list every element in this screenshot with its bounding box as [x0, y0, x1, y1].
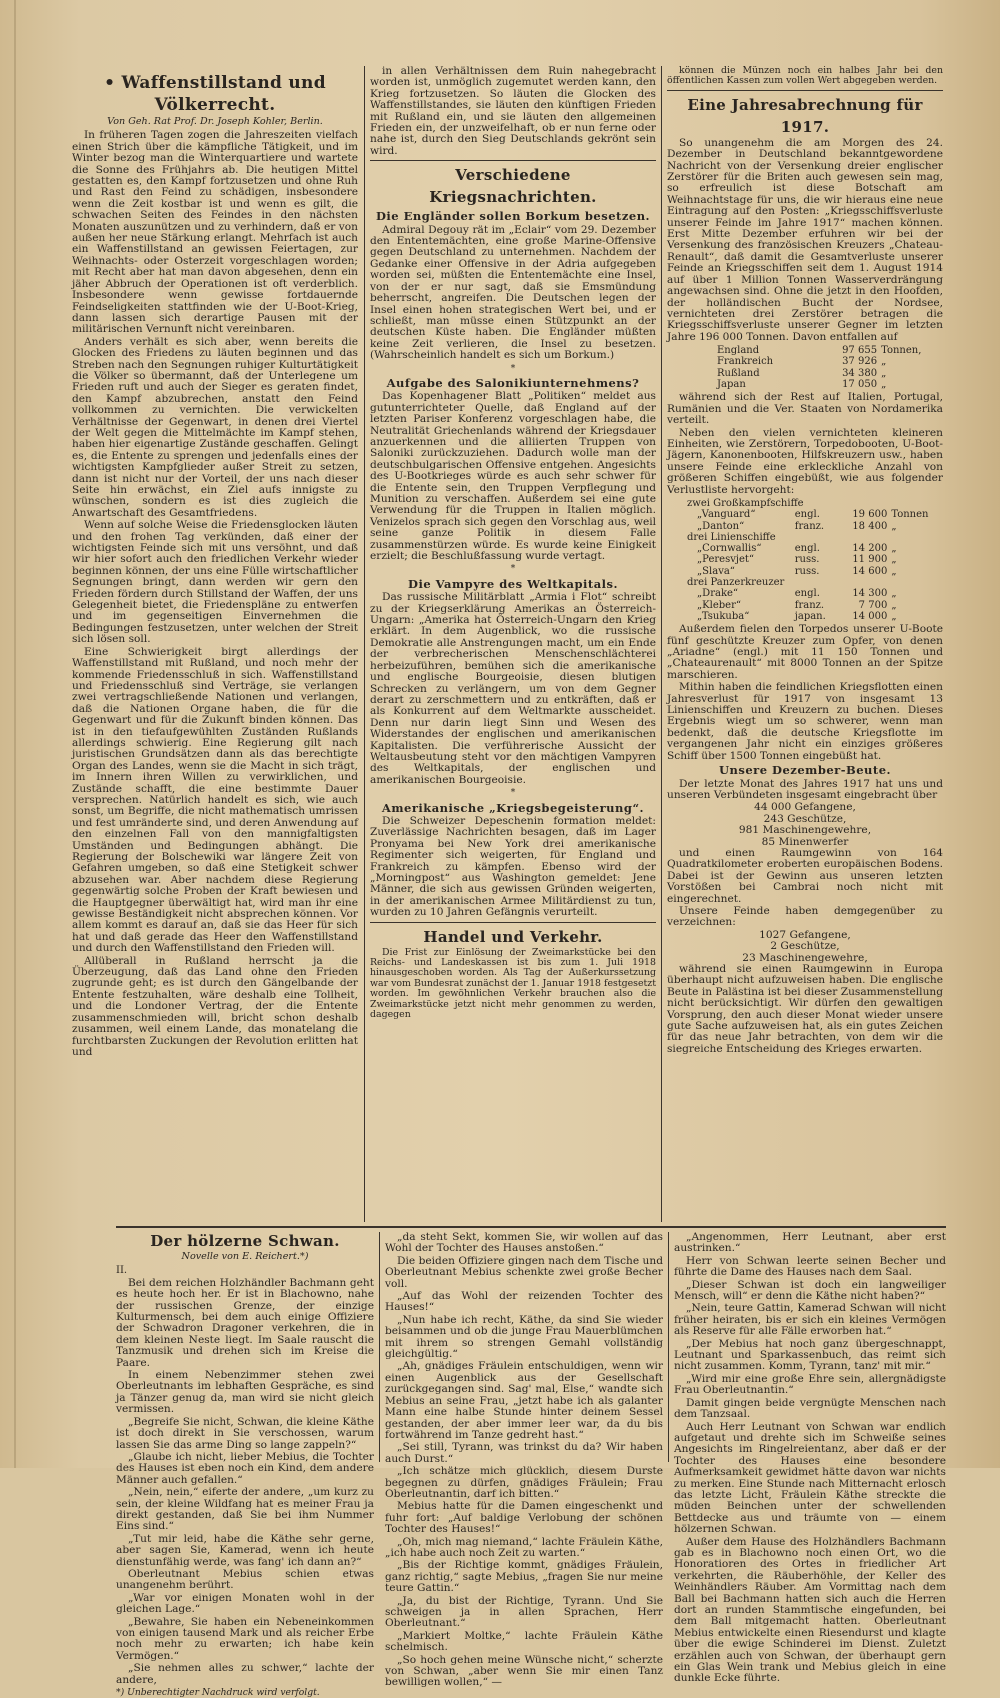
article-paragraph: In früheren Tagen zogen die Jahreszeiten vielfach einen Strich über die kämpfliche Tätigkeit, und im Winter bezog man die Winterquartiere und wartete die Sonne des Frühjahrs ab. Die heutigen Mittel gestatten es, den Kampf fortzusetzen und ohne Ruh und Rast den Feind zu schädigen, insbesondere wenn die Zeit kostbar ist und wenn es gilt, die schwachen Seiten des Feindes in den nächsten Monaten auszunützen und zu verhindern, daß er von außen her neue Stärkung erlangt. Mehrfach ist auch ein Waffenstillstand an gewissen Feiertagen, zur Weihnachts- oder Osterzeit vorgeschlagen worden; mit Recht aber hat man davon abgesehen, denn ein jäher Abbruch der Operationen ist oft verderblich. Insbesondere wenn gewisse fortdauernde Feindseligkeiten stattfinden wie der U-Boot-Krieg, dann lassen sich derartige Pausen mit der militärischen Vernunft nicht vereinbaren. — [72, 129, 358, 336]
novel-column-a — [116, 1232, 374, 1698]
table-row — [667, 611, 943, 622]
ship-tonnage-cell: 14 000 — [852, 610, 888, 622]
news-headline: Die Engländer sollen Borkum besetzen. — [375, 209, 651, 224]
column-rule — [661, 66, 662, 1222]
ship-nation-cell: russ. — [794, 565, 820, 577]
column-kriegsnachrichten — [370, 66, 656, 1222]
table-row — [667, 600, 943, 611]
table-row — [667, 356, 943, 367]
enemy-list-item: 1027 Gefangene, — [759, 928, 851, 941]
page-fold-shadow — [14, 0, 16, 1468]
novel-paragraph: Damit gingen beide vergnügte Menschen nach dem Tanzsaal. — [674, 1396, 946, 1421]
country-cell: Rußland — [717, 367, 760, 379]
novel-paragraph: „Wird mir eine große Ehre sein, allergnädigste Frau Oberleutnantin.“ — [674, 1372, 946, 1397]
ship-name-cell: „Peresvjet“ — [697, 554, 755, 566]
novel-paragraph: Mebius hatte für die Damen eingeschenkt und fuhr fort: „Auf baldige Verlobung der schönen Tochter des Hauses!“ — [385, 1500, 663, 1536]
booty-list-item: 44 000 Gefangene, — [754, 801, 856, 814]
novel-paragraph: Oberleutnant Mebius schien etwas unangenehm berührt. — [116, 1567, 374, 1592]
table-row — [667, 543, 943, 554]
column-jahresabrechnung — [667, 66, 943, 1222]
table-row — [667, 368, 943, 379]
novel-paragraph: In einem Nebenzimmer stehen zwei Oberleutnants im lebhaften Gespräche, es sind ja Tänzer genug da, man wird sie nicht gleich vermissen. — [116, 1369, 374, 1416]
column-waffenstillstand — [72, 72, 358, 1222]
novel-paragraph: „Ja, du bist der Richtige, Tyrann. Und Sie schweigen ja in allen Sprachen, Herr Oberleutnant.“ — [385, 1594, 663, 1630]
table-row — [667, 521, 943, 532]
footnote: *) Unberechtigter Nachdruck wird verfolgt. — [116, 1687, 320, 1698]
novel-paragraph: Außer dem Hause des Holzhändlers Bachmann gab es in Blachowno noch einen Ort, wo die Honoratioren des Ortes in friedlicher Art verkehrten, die Räuberhöhle, der Keller des Weinhändlers Räuber. Am Vormittag nach dem Ball bei Bachmann hatten sich auch die Herren dort an runden Stammtische eingefunden, bei dem Ball mitgemacht hatten. Oberleutnant Mebius entwickelte einen Riesendurst und klagte über die ewige Schinderei im Dienst. Zuletzt erzählen auch von Schwan, der überhaupt gern ein Glas Wein trank und Mebius gleich in eine dunkle Ecke führte. — [674, 1535, 946, 1685]
chapter-number: II. — [116, 1265, 128, 1277]
column-rule — [364, 66, 365, 1222]
ship-name-cell: „Slava“ — [697, 565, 735, 577]
ship-tonnage-cell: 11 900 — [852, 554, 888, 566]
separator-asterisk: * — [510, 788, 516, 799]
novel-paragraph: „Ich schätze mich glücklich, diesem Durste begegnen zu dürfen, gnädiges Fräulein; Frau Oberleutnantin, darf ich bitten.“ — [385, 1465, 663, 1500]
novel-paragraph: Die beiden Offiziere gingen nach dem Tische und Oberleutnant Mebius schenkte zwei große Becher voll. — [385, 1254, 663, 1290]
article-paragraph: während sich der Rest auf Italien, Portugal, Rumänien und die Ver. Staaten von Nordamerika verteilt. — [667, 391, 943, 427]
section-title-kriegsnachrichten: Verschiedene Kriegsnachrichten. — [429, 166, 597, 207]
table-row — [667, 577, 943, 588]
article-paragraph: Neben den vielen vernichteten kleineren Einheiten, wie Zerstörern, Torpedobooten, U-Boot-Jägern, Kanonenbooten, Hilfskreuzern usw., haben unsere Feinde eine erkleckliche Anzahl von größeren Schiffen eingebüßt, wie aus folgender Verlustliste hervorgeht: — [667, 426, 943, 496]
novel-paragraph: „Glaube ich nicht, lieber Mebius, die Tochter des Hauses ist eben noch ein Kind, dem andere Männer auch gefallen.“ — [116, 1450, 374, 1486]
article-paragraph: Allüberall in Rußland herrscht ja die Überzeugung, daß das Land ohne den Frieden zugrunde geht; es ist durch den Gängelbande der Entente festzuhalten, wäre deshalb eine Tollheit, und die Londoner Vertrag, der die Entente zusammenschmieden will, bricht schon deshalb zusammen, weil einem Lande, das monatelang die furchtbarsten Zuckungen der Revolution erlitten hat und — [72, 954, 358, 1058]
ship-name-cell: „Kleber“ — [697, 599, 741, 611]
unit-cell: „ — [891, 543, 897, 555]
news-text: Die Schweizer Depeschenin formation meldet: Zuverlässige Nachrichten besagen, daß im Lager Pronyama bei New York drei amerikanische Regimenter sich weigerten, für England und Frankreich zu kämpfen. Ebenso wird der „Morningpost“ aus Washington gemeldet: Jene Männer, die sich aus gewissen Gründen weigerten, in der amerikanischen Armee Militärdienst zu tun, wurden zu 10 Jahren Gefängnis verurteilt. — [370, 814, 656, 919]
novel-paragraph: „Angenommen, Herr Leutnant, aber erst austrinken.“ — [674, 1231, 946, 1255]
article-byline: Von Geh. Rat Prof. Dr. Joseph Kohler, Berlin. — [107, 116, 323, 127]
table-row — [667, 532, 943, 543]
table-row — [667, 588, 943, 599]
ship-nation-cell: engl. — [794, 588, 820, 600]
novel-paragraph: „Auf das Wohl der reizenden Tochter des Hauses!“ — [385, 1290, 663, 1314]
tonnage-table — [667, 345, 943, 390]
novel-paragraph: „So hoch gehen meine Wünsche nicht,“ scherzte von Schwan, „aber wenn Sie mir einen Tanz bewilligen wollen,“ — — [385, 1653, 663, 1689]
novel-paragraph: „War vor einigen Monaten wohl in der gleichen Lage.“ — [116, 1591, 374, 1616]
novel-column-b — [385, 1231, 663, 1689]
novel-paragraph: „Nein, nein,“ eiferte der andere, „um kurz zu sein, der kleine Wildfang hat es meiner Frau ja direkt gestanden, daß Sie bei ihm Nummer Eins sind.“ — [116, 1486, 374, 1533]
ship-nation-cell: japan. — [794, 610, 826, 622]
ship-nation-cell: franz. — [794, 599, 825, 611]
country-cell: Frankreich — [717, 356, 774, 368]
ship-tonnage-cell: 7 700 — [858, 599, 888, 611]
novel-paragraph: „Nein, teure Gattin, Kamerad Schwan will nicht früher heiraten, bis er sich ein kleines Vermögen als Reserve für alle Fälle erworben hat.“ — [674, 1302, 946, 1338]
ship-tonnage-cell: 19 600 — [852, 509, 888, 521]
ship-tonnage-cell: 14 200 — [852, 543, 888, 555]
separator-asterisk: * — [510, 363, 516, 374]
ship-name-cell: „Drake“ — [697, 588, 739, 600]
ship-tonnage-cell: 18 400 — [852, 520, 888, 532]
unit-cell: „ — [891, 610, 897, 622]
section-title-handel: Handel und Verkehr. — [423, 927, 603, 946]
tonnage-cell: 37 926 — [842, 356, 878, 368]
article-paragraph: So unangenehm die am Morgen des 24. Dezember in Deutschland bekanntgewordene Nachricht von der Versenkung dreier englischer Zerstörer für die Briten auch gewesen sein mag, so erfreulich ist diese Botschaft am Weihnachtstage für uns, die wir hieraus eine neue Eintragung auf den Posten: „Kriegsschiffsverluste unserer Feinde im Jahre 1917“ machen können. Erst Mitte Dezember erfuhren wir bei der Versenkung des französischen Kreuzers „Chateau-Renault“, daß damit die Gesamtverluste unserer Feinde an Kriegsschiffen seit dem 1. August 1914 auf über 1 Million Tonnen Wasserverdrängung angewachsen sind. Ohne die jetzt in den Hoofden, der holländischen Bucht der Nordsee, vernichteten drei Zerstörer betragen die Kriegsschiffsverluste unserer Gegner im letzten Jahre 196 000 Tonnen. Davon entfallen auf — [667, 136, 943, 343]
ship-nation-cell: russ. — [794, 554, 820, 566]
ship-name-cell: „Tsukuba“ — [697, 610, 750, 622]
article-paragraph: Unsere Feinde haben demgegenüber zu verzeichnen: — [667, 904, 943, 929]
novel-paragraph: „Bewahre, Sie haben ein Nebeneinkommen von einigen tausend Mark und als reicher Erbe noch mehr zu erwarten; ich habe kein Vermögen.“ — [116, 1615, 374, 1662]
novel-paragraph: „Dieser Schwan ist doch ein langweiliger Mensch, will“ er denn die Käthe nicht haben?“ — [674, 1278, 946, 1303]
novel-paragraph: „Markiert Moltke,“ lachte Fräulein Käthe schelmisch. — [385, 1629, 663, 1654]
novel-paragraph: Herr von Schwan leerte seinen Becher und führte die Dame des Hauses nach dem Saal. — [674, 1254, 946, 1279]
novel-paragraph: „Oh, mich mag niemand,“ lachte Fräulein Käthe, „ich habe auch noch Zeit zu warten.“ — [385, 1535, 663, 1559]
news-text: Admiral Degouy rät im „Eclair“ vom 29. Dezember den Ententemächten, eine große Marine-Offensive gegen Deutschland zu unternehmen. Nachdem der Gedanke einer Offensive in der Adria aufgegeben worden sei, müßten die Ententemächte eine Insel, von der er nur sagt, daß sie Emsmündung beherrscht, angreifen. Die Deutschen legen der Insel einen hohen strategischen Wert bei, und er schließt, man müsse einen Stützpunkt an der deutschen Küste haben. Die Engländer müßten keine Zeit verlieren, die Insel zu besetzen. (Wahrscheinlich handelt es sich um Borkum.) — [370, 223, 656, 362]
novel-paragraph: „Begreife Sie nicht, Schwan, die kleine Käthe ist doch direkt in Sie verschossen, warum lassen Sie das arme Ding so lange zappeln?“ — [116, 1415, 374, 1451]
article-paragraph: während sie einen Raumgewinn in Europa überhaupt nicht aufzuweisen haben. Die englische Beute in Palästina ist bei dieser Zusammenstellung nicht berücksichtigt. Wir dürfen den gewaltigen Vorsprung, den auch dieser Monat wieder unsere gute Sache aufzuweisen hat, als ein gutes Zeichen für das neue Jahr betrachten, von dem wir die siegreiche Entscheidung des Krieges erwarten. — [667, 963, 943, 1055]
ship-class-cell: drei Panzerkreuzer — [687, 577, 785, 589]
article-paragraph: Eine Schwierigkeit birgt allerdings der Waffenstillstand mit Rußland, und noch mehr der kommende Friedensschluß in sich. Waffenstillstand und Friedensschluß sind Verträge, sie verlangen zwei vertragschließende Nationen und verlangen, daß die Nationen Organe haben, die für die Gegenwart und für die Zukunft binden können. Das ist in den tiefaufgewühlten Zuständen Rußlands allerdings schwierig. Eine Regierung gilt nach juristischen Grundsätzen dann als das berechtigte Organ des Landes, wenn sie die Macht in sich trägt, im Innern ihren Willen zu verwirklichen, und Zustände schafft, die eine bestimmte Dauer versprechen. Natürlich handelt es sich, wie auch sonst, um Begriffe, die nicht mathematisch umrissen und fest umränderte sind, und deren Anwendung auf den einzelnen Fall von den mannigfaltigsten Umständen und Bedingungen abhängt. Die Regierung der Bolschewiki war längere Zeit von Gefahren umgeben, so daß eine Stetigkeit schwer abzusehen war. Aber nachdem diese Regierung gegenwärtig solche Proben der Kraft bewiesen und die Hauptgegner überwältigt hat, wird man ihr eine gewisse Beständigkeit nicht absprechen können. Vor allem kommt es darauf an, daß sie das Heer für sich hat und daß gerade das Heer den Waffenstillstand und durch den Waffenstillstand den Frieden will. — [72, 645, 358, 955]
novel-paragraph: „Nun habe ich recht, Käthe, da sind Sie wieder beisammen und ob die junge Frau Mauerblümchen mit ihrem so strengen Gemahl vollständig gleichgültig.“ — [385, 1313, 663, 1361]
unit-cell: Tonnen — [891, 509, 929, 521]
novel-byline: Novelle von E. Reichert.*) — [181, 1251, 309, 1262]
novel-paragraph: „Sei still, Tyrann, was trinkst du da? Wir haben auch Durst.“ — [385, 1441, 663, 1465]
unit-cell: „ — [881, 379, 887, 391]
article-paragraph: Anders verhält es sich aber, wenn bereits die Glocken des Friedens zu läuten beginnen und das Streben nach den Segnungen ruhiger Kulturtätigkeit die Völker so übermannt, daß der Unterlegene um Frieden ruft und auch der Sieger es geraten findet, den Kampf abzubrechen, anstatt den Feind vollkommen zu vernichten. Die verwickelten Verhältnisse der Gegenwart, in denen drei Viertel der Welt gegen die Mittelmächte im Kampf stehen, haben hier eigenartige Zustände geschaffen. Gelingt es, die Entente zu sprengen und jedenfalls eines der wichtigsten Kampfglieder außer Streit zu setzen, dann ist nicht nur der Vorteil, der uns nach dieser Seite hin erwächst, ein Ziel aufs innigste zu wünschen, sondern es ist dies zugleich die Anwartschaft des Gesamtfriedens. — [72, 335, 358, 519]
news-headline: Die Vampyre des Weltkapitals. — [408, 576, 618, 591]
ship-tonnage-cell: 14 300 — [852, 588, 888, 600]
unit-cell: „ — [891, 554, 897, 566]
novel-paragraph: Auch Herr Leutnant von Schwan war endlich aufgetaut und drehte sich im Schweiße seines Angesichts im Ringelreientanz, aber daß er der Tochter des Hauses eine besondere Aufmerksamkeit gewidmet hätte davon war nichts zu merken. Eine Stunde nach Mitternacht erlosch das letzte Licht, Fräulein Käthe streckte die müden Beinchen unter der schwellenden Bettdecke aus und träumte von — einem hölzernen Schwan. — [674, 1420, 946, 1536]
novel-paragraph: „Der Mebius hat noch ganz übergeschnappt, Leutnant und Sparkassenbuch, das reimt sich nicht zusammen. Komm, Tyrann, tanz' mit mir.“ — [674, 1337, 946, 1373]
news-text: Das Kopenhagener Blatt „Politiken“ meldet aus gutunterrichteter Quelle, daß England auf der letzten Pariser Konferenz vorgeschlagen habe, die Neutralität Griechenlands während der Kriegsdauer anzuerkennen und die alliierten Truppen von Saloniki zurückzuziehen. Dadurch wolle man der deutschbulgarischen Offensive entgehen. Angesichts des U-Bootkrieges würde es auch sehr schwer für die Entente sein, den Truppen Verpflegung und Munition zu verschaffen. Außerdem sei eine gute Verwendung für die Truppen in Italien möglich. Venizelos sprach sich gegen den Vorschlag aus, weil seine ganze Politik in diesem Falle zusammenstürzen würde. Es wurde keine Einigkeit erzielt; die Beschlußfassung wurde vertagt. — [370, 390, 656, 563]
news-headline: Amerikanische „Kriegsbegeisterung“. — [381, 800, 645, 815]
booty-list-item: 85 Minenwerfer — [761, 835, 849, 848]
section-rule — [370, 160, 656, 161]
column-rule — [379, 1232, 380, 1462]
subsection-title-beute: Unsere Dezember-Beute. — [718, 763, 892, 778]
unit-cell: „ — [891, 588, 897, 600]
unit-cell: „ — [891, 520, 897, 532]
ship-name-cell: „Vanguard“ — [697, 509, 756, 521]
table-row — [667, 345, 943, 356]
article-paragraph: Mithin haben die feindlichen Kriegsflotten einen Jahresverlust für 1917 von insgesamt 13 Linienschiffen und Kreuzern zu buchen. Dieses Ergebnis wiegt um so schwerer, wenn man bedenkt, daß die deutsche Kriegsflotte im vergangenen Jahr nicht ein einziges größeres Schiff über 1500 Tonnen eingebüßt hat. — [667, 681, 943, 762]
article-paragraph: und einen Raumgewinn von 164 Quadratkilometer eroberten europäischen Bodens. Dabei ist der Gewinn aus unseren letzten Vorstößen bei Cambrai noch nicht mit eingerechnet. — [667, 846, 943, 905]
enemy-list-item: 23 Maschinengewehre, — [742, 951, 868, 964]
novel-paragraph: „da steht Sekt, kommen Sie, wir wollen auf das Wohl der Tochter des Hauses anstoßen.“ — [385, 1231, 663, 1255]
table-row — [667, 566, 943, 577]
ship-name-cell: „Danton“ — [697, 520, 745, 532]
unit-cell: „ — [881, 356, 887, 368]
article-paragraph: Der letzte Monat des Jahres 1917 hat uns und unseren Verbündeten insgesamt eingebracht über — [667, 777, 943, 801]
unit-cell: „ — [891, 565, 897, 577]
booty-list-item: 243 Geschütze, — [763, 812, 847, 825]
novel-paragraph: Bei dem reichen Holzhändler Bachmann geht es heute hoch her. Er ist in Blachowno, nahe der russischen Grenze, der einzige Kulturmensch, bei dem auch einige Offiziere der Schwadron Dragoner verkehren, die in dem kleinen Neste liegt. Im Saale rauscht die Tanzmusik und drehen sich im Kreise die Paare. — [116, 1276, 374, 1369]
tonnage-cell: 97 655 — [842, 345, 878, 357]
article-paragraph: Außerdem fielen den Torpedos unserer U-Boote fünf geschützte Kreuzer zum Opfer, von denen „Ariadne“ (engl.) mit 11 150 Tonnen und „Chateaurenault“ mit 8000 Tonnen an der Spitze marschieren. — [667, 623, 943, 681]
ship-nation-cell: engl. — [794, 543, 820, 555]
article-paragraph: Wenn auf solche Weise die Friedensglocken läuten und den frohen Tag verkünden, daß einer der wichtigsten Feinde sich mit uns versöhnt, und daß wir hier sofort auch den friedlichen Verkehr wieder beginnen können, der uns eine Fülle wirtschaftlicher Segnungen bringt, dann werden wir gern den Frieden fördern durch Stillstand der Waffen, der uns Gelegenheit bietet, die Friedenspläne zu entwerfen und im gegenseitigen Einvernehmen die Bedingungen festzusetzen, unter welchen der Streit sich lösen soll. — [72, 519, 358, 646]
table-row — [667, 509, 943, 520]
tonnage-cell: 17 050 — [842, 379, 878, 391]
article-continuation: können die Münzen noch ein halbes Jahr bei den öffentlichen Kassen zum vollen Wert abgegeben werden. — [667, 65, 943, 87]
article-title-waffenstillstand: • Waffenstillstand und Völkerrecht. — [104, 73, 326, 115]
news-headline: Aufgabe des Salonikiunternehmens? — [386, 375, 640, 390]
novel-column-c — [674, 1231, 946, 1685]
trade-text: Die Frist zur Einlösung der Zweimarkstücke bei den Reichs- und Landeskassen ist bis zum 1. Juli 1918 hinausgeschoben worden. Als Tag der Außerkurssetzung war vom Bundesrat zunächst der 1. Januar 1918 festgesetzt worden. Im gewöhnlichen Verkehr brauchen also die Zweimarkstücke jetzt nicht mehr genommen zu werden, dagegen — [370, 946, 656, 1021]
booty-list-item: 981 Maschinengewehre, — [738, 824, 872, 837]
table-row — [667, 554, 943, 565]
novel-paragraph: „Tut mir leid, habe die Käthe sehr gerne, aber sagen Sie, Kamerad, wenn ich heute dienstunfähig werde, was fang' ich dann an?“ — [116, 1532, 374, 1568]
ship-nation-cell: engl. — [794, 509, 820, 521]
country-cell: England — [717, 345, 760, 357]
table-row — [667, 379, 943, 390]
unit-cell: Tonnen, — [881, 345, 922, 357]
novel-paragraph: „Ah, gnädiges Fräulein entschuldigen, wenn wir einen Augenblick aus der Gesellschaft zurückgegangen sind. Sag' mal, Else,“ wandte sich Mebius an seine Frau, „jetzt habe ich als galanter Mann eine halbe Stunde hinter deinem Sessel gestanden, der aber immer leer war, da du bis fortwährend im Tanze gedreht hast.“ — [385, 1360, 663, 1441]
novel-paragraph: „Bis der Richtige kommt, gnädiges Fräulein, ganz richtig,“ sagte Mebius, „fragen Sie nur meine teure Gattin.“ — [385, 1559, 663, 1595]
ship-name-cell: „Cornwallis“ — [697, 543, 762, 555]
ship-nation-cell: franz. — [794, 520, 825, 532]
ship-losses-table — [667, 498, 943, 622]
section-rule — [370, 922, 656, 923]
section-rule — [667, 90, 943, 91]
ship-tonnage-cell: 14 600 — [852, 565, 888, 577]
column-rule — [668, 1232, 669, 1462]
enemy-list-item: 2 Geschütze, — [770, 940, 840, 953]
country-cell: Japan — [717, 379, 746, 391]
table-row — [667, 498, 943, 509]
novel-paragraph: „Sie nehmen alles zu schwer,“ lachte der andere, — [116, 1662, 374, 1686]
ship-class-cell: drei Linienschiffe — [687, 531, 776, 543]
article-title-jahresabrechnung: Eine Jahresabrechnung für 1917. — [687, 95, 923, 136]
tonnage-cell: 34 380 — [842, 367, 878, 379]
separator-asterisk: * — [510, 564, 516, 575]
novel-title: Der hölzerne Schwan. — [150, 1232, 340, 1250]
article-continuation: in allen Verhältnissen dem Ruin nahegebracht worden ist, unmöglich zugemutet werden kann, den Krieg fortzusetzen. So läuten die Glocken des Waffenstillstandes, sie läuten den künftigen Frieden mit Rußland ein, und sie läuten den allgemeinen Frieden ein, der unzweifelhaft, ob er nun ferne oder nahe ist, durch den Sieg Deutschlands gekrönt sein wird. — [370, 65, 656, 157]
unit-cell: „ — [891, 599, 897, 611]
unit-cell: „ — [881, 367, 887, 379]
feuilleton-rule — [116, 1226, 946, 1228]
news-text: Das russische Militärblatt „Armia i Flot“ schreibt zu der Kriegserklärung Amerikas an Österreich-Ungarn: „Amerika hat Österreich-Ungarn den Krieg erklärt. In dem Augenblick, wo die russische Demokratie alle Anstrengungen macht, um ein Ende der verbrecherischen Menschenschlächterei herbeizuführen, bemühen sich die amerikanische und englische Bourgeoisie, diesen blutigen Schrecken zu verlängern, um von dem Gegner derart zu zerschmettern und zu entkräften, daß er als Konkurrent auf dem Weltmarkte ausscheidet. Denn nur darin liegt Sinn und Wesen des Widerstandes der englischen und amerikanischen Kapitalisten. Die verführerische Aussicht der Weltausbeutung steht vor den mächtigen Vampyren des Weltkapitals, der englischen und amerikanischen Bourgeoisie. — [370, 591, 656, 786]
ship-class-cell: zwei Großkampfschiffe — [687, 497, 804, 509]
